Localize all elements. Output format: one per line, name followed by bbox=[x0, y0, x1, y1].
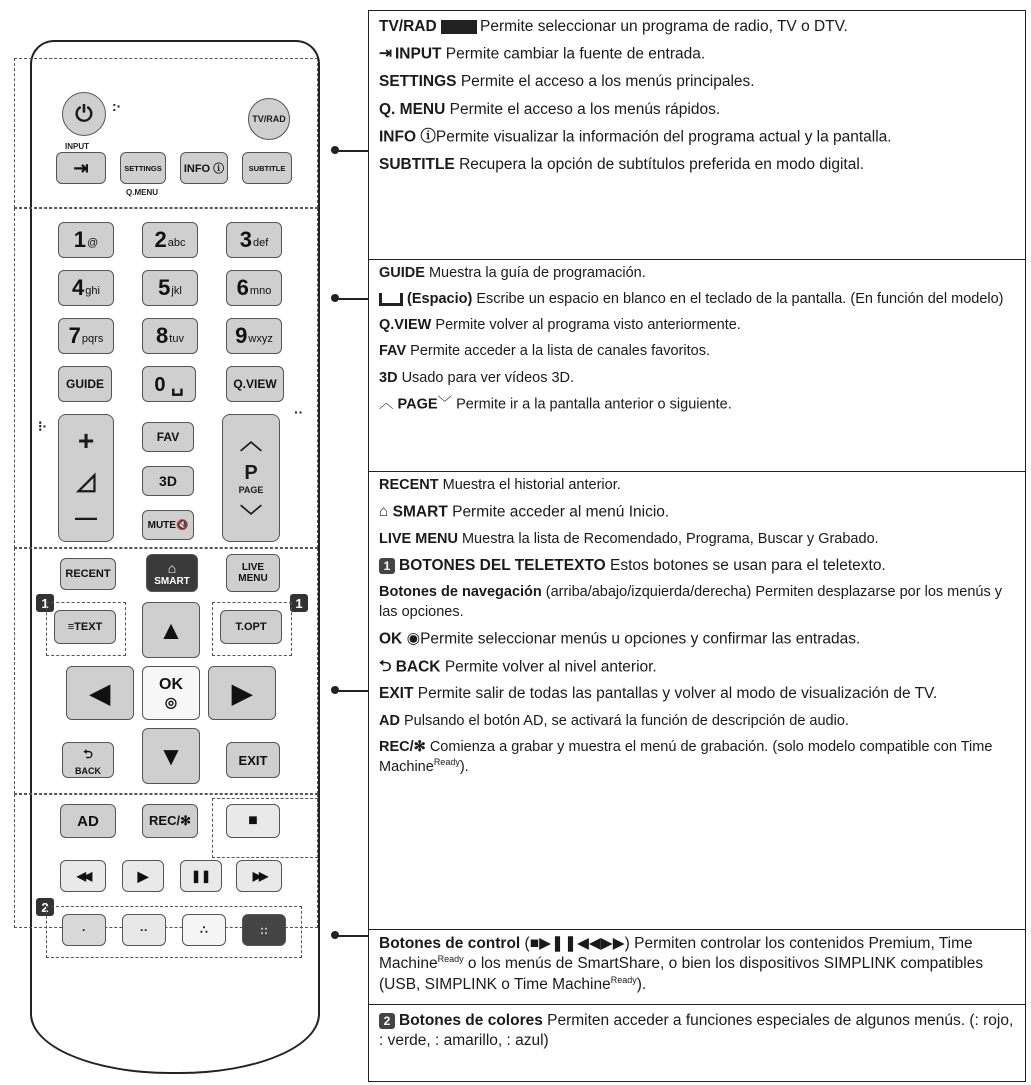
number-letters: tuv bbox=[169, 333, 184, 345]
rewind-button[interactable]: ◀◀ bbox=[60, 860, 106, 892]
nav-right-button[interactable]: ▶ bbox=[208, 666, 276, 720]
desc-tvrad: TV/RAD Permite seleccionar un programa de radio, TV o DTV. bbox=[379, 18, 848, 35]
color-buttons-badge: 2 bbox=[36, 898, 54, 916]
teletext-badge-right: 1 bbox=[290, 594, 308, 612]
page-up-icon: ︿ bbox=[239, 429, 262, 454]
color-red-label: : rojo, bbox=[974, 1011, 1014, 1029]
ok-button[interactable] bbox=[142, 666, 200, 720]
power-dots: :· bbox=[112, 98, 122, 114]
nav-up-button[interactable]: ▲ bbox=[142, 602, 200, 658]
volume-rocker[interactable] bbox=[58, 414, 114, 542]
desc-qmenu: Q. MENU Permite el acceso a los menús rápidos. bbox=[379, 100, 721, 118]
number-letters: wxyz bbox=[248, 333, 273, 345]
desc-guide: GUIDE Muestra la guía de programación. bbox=[379, 265, 646, 281]
space-icon bbox=[379, 293, 403, 306]
desc-settings: SETTINGS Permite el acceso a los menús principales. bbox=[379, 73, 755, 91]
back-label: BACK bbox=[75, 765, 101, 776]
color-green-label: : verde, bbox=[379, 1032, 431, 1050]
page-down-icon: ﹀ bbox=[239, 504, 262, 529]
connector-dot-1 bbox=[331, 146, 339, 154]
page-word-label: PAGE bbox=[238, 484, 264, 495]
number-letters: ghi bbox=[85, 285, 100, 297]
number-button-8[interactable] bbox=[142, 318, 198, 354]
input-button[interactable]: ⇥ bbox=[56, 152, 106, 184]
guide-button[interactable]: GUIDE bbox=[58, 366, 112, 402]
number-button-9[interactable] bbox=[226, 318, 282, 354]
badge-1-icon: 1 bbox=[379, 558, 395, 574]
description-panel bbox=[368, 10, 1026, 1082]
ok-wheel-icon: ◎ bbox=[164, 693, 178, 710]
qmenu-caption: Q.MENU bbox=[126, 188, 158, 197]
connector-dot-4 bbox=[331, 931, 339, 939]
number-digit: 7 bbox=[68, 323, 81, 348]
stop-button[interactable]: ■ bbox=[226, 804, 280, 838]
page-rocker[interactable] bbox=[222, 414, 280, 542]
desc-control-buttons: Botones de control (■▶❚❚◀◀▶▶) Permiten controlar los contenidos Premium, Time Machine$^{Ready}$ o los menús de SmartShare, o bien los dispositivos SIMPLINK compatibles (USB, SIMPLINK o Time Machine$^{Ready}$). bbox=[369, 934, 1025, 1005]
info-icon: ⓘ bbox=[420, 128, 436, 146]
pause-button[interactable]: ❚❚ bbox=[180, 860, 222, 892]
number-button-7[interactable] bbox=[58, 318, 114, 354]
color-button-3[interactable]: ∴ bbox=[182, 914, 226, 946]
desc-ok: OK ◉Permite seleccionar menús u opciones y confirmar las entradas. bbox=[379, 629, 1019, 650]
panel-section-numeric bbox=[369, 259, 1025, 471]
desc-space: (Espacio) Escribe un espacio en blanco en el teclado de la pantalla. (En función del modelo) bbox=[379, 290, 1019, 309]
desc-live-menu: LIVE MENU Muestra la lista de Recomendado, Programa, Buscar y Grabado. bbox=[379, 530, 879, 547]
color-button-2[interactable]: ·· bbox=[122, 914, 166, 946]
input-icon: ⇥ bbox=[379, 45, 392, 63]
home-icon: ⌂ bbox=[379, 503, 389, 521]
smart-button[interactable] bbox=[146, 554, 198, 592]
connector-section-3 bbox=[335, 690, 369, 692]
number-digit: 5 bbox=[158, 275, 171, 300]
number-digit: 8 bbox=[156, 323, 169, 348]
color-button-1[interactable]: · bbox=[62, 914, 106, 946]
tv-rad-icon bbox=[441, 20, 477, 34]
volume-up-icon: + bbox=[77, 425, 95, 456]
desc-teletext: 1 BOTONES DEL TELETEXTO Estos botones se usan para el teletexto. bbox=[379, 556, 1019, 576]
page-dots: ·· bbox=[294, 404, 304, 420]
number-digit: 6 bbox=[236, 275, 249, 300]
number-letters: @ bbox=[87, 237, 99, 249]
desc-subtitle: SUBTITLE Recupera la opción de subtítulos preferida en modo digital. bbox=[379, 155, 865, 173]
panel-section-control bbox=[369, 929, 1025, 1083]
fav-button[interactable]: FAV bbox=[142, 422, 194, 452]
ad-button[interactable]: AD bbox=[60, 804, 116, 838]
connector-dot-3 bbox=[331, 686, 339, 694]
smart-label: SMART bbox=[154, 575, 190, 587]
vol-dots: ⁝· bbox=[38, 418, 48, 434]
connector-section-4 bbox=[335, 935, 369, 937]
desc-3d: 3D Usado para ver vídeos 3D. bbox=[379, 369, 575, 386]
live-menu-button[interactable]: LIVE MENU bbox=[226, 554, 280, 592]
qview-button[interactable]: Q.VIEW bbox=[226, 366, 284, 402]
desc-info: INFO ⓘPermite visualizar la información del programa actual y la pantalla. bbox=[379, 127, 1019, 148]
desc-exit: EXIT Permite salir de todas las pantallas y volver al modo de visualización de TV. bbox=[379, 685, 938, 703]
exit-button[interactable]: EXIT bbox=[226, 742, 280, 778]
desc-fav: FAV Permite acceder a la lista de canales favoritos. bbox=[379, 343, 710, 360]
volume-down-icon: — bbox=[75, 505, 97, 530]
remote-control bbox=[30, 40, 320, 1074]
volume-icon: ◿ bbox=[76, 467, 96, 495]
number-digit: 2 bbox=[154, 227, 167, 252]
zero-button[interactable]: 0 ␣ bbox=[142, 366, 196, 402]
text-button[interactable]: ≡TEXT bbox=[54, 610, 116, 644]
desc-smart: ⌂ SMART Permite acceder al menú Inicio. bbox=[379, 502, 1019, 523]
desc-qview: Q.VIEW Permite volver al programa visto anteriormente. bbox=[379, 317, 741, 334]
back-arrow-icon: ⮌ bbox=[83, 746, 93, 761]
chevron-up-icon: ︿ bbox=[379, 395, 394, 412]
desc-navigation: Botones de navegación (arriba/abajo/izquierda/derecha) Permiten desplazarse por los menús y las opciones. bbox=[379, 584, 1002, 620]
nav-down-button[interactable]: ▼ bbox=[142, 728, 200, 784]
settings-button[interactable]: SETTINGS bbox=[120, 152, 166, 184]
color-blue-label: : azul) bbox=[502, 1032, 549, 1050]
connector-section-2 bbox=[335, 298, 369, 300]
chevron-down-icon: ﹀ bbox=[437, 395, 453, 412]
number-letters: mno bbox=[249, 285, 272, 297]
number-letters: def bbox=[252, 237, 269, 249]
tv-rad-button[interactable]: TV/RAD bbox=[248, 98, 290, 140]
color-yellow-label: : amarillo, bbox=[430, 1032, 503, 1050]
number-digit: 4 bbox=[72, 275, 85, 300]
number-letters: pqrs bbox=[81, 333, 104, 345]
desc-input: ⇥ INPUT Permite cambiar la fuente de entrada. bbox=[379, 44, 1019, 65]
number-letters: abc bbox=[167, 237, 186, 249]
back-button[interactable] bbox=[62, 742, 114, 778]
number-digit: 3 bbox=[239, 227, 252, 252]
nav-left-button[interactable]: ◀ bbox=[66, 666, 134, 720]
recent-button[interactable]: RECENT bbox=[60, 558, 116, 590]
badge-2-icon: 2 bbox=[379, 1013, 395, 1029]
desc-page: ︿ PAGE﹀ Permite ir a la pantalla anterior o siguiente. bbox=[379, 395, 732, 413]
ok-label: OK bbox=[159, 675, 183, 693]
connector-dot-2 bbox=[331, 294, 339, 302]
desc-back: ⮌ BACK Permite volver al nivel anterior. bbox=[379, 657, 1019, 678]
connector-section-1 bbox=[335, 150, 369, 152]
panel-section-navigation bbox=[369, 471, 1025, 929]
number-button-5[interactable] bbox=[142, 270, 198, 306]
number-button-6[interactable] bbox=[226, 270, 282, 306]
panel-section-top bbox=[369, 11, 1025, 259]
play-button[interactable]: ▶ bbox=[122, 860, 164, 892]
desc-color-buttons: 2 Botones de colores Permiten acceder a funciones especiales de algunos menús. (: rojo, : verde, : amarillo, : azul) bbox=[379, 1011, 1014, 1050]
fast-forward-button[interactable]: ▶▶ bbox=[236, 860, 282, 892]
topt-button[interactable]: T.OPT bbox=[220, 610, 282, 644]
desc-ad: AD Pulsando el botón AD, se activará la función de descripción de audio. bbox=[379, 712, 849, 729]
teletext-badge-left: 1 bbox=[36, 594, 54, 612]
number-digit: 9 bbox=[235, 323, 248, 348]
number-button-4[interactable] bbox=[58, 270, 114, 306]
page-label-group bbox=[239, 462, 264, 495]
home-icon: ⌂ bbox=[167, 559, 177, 576]
number-digit: 1 bbox=[73, 227, 87, 252]
number-letters: jkl bbox=[171, 285, 182, 297]
back-arrow-icon: ⮌ bbox=[379, 657, 392, 675]
number-button-2[interactable] bbox=[142, 222, 198, 258]
rec-button[interactable]: REC/✻ bbox=[142, 804, 198, 838]
3d-button[interactable]: 3D bbox=[142, 466, 194, 496]
page-p-label: P bbox=[244, 461, 258, 484]
desc-recent: RECENT Muestra el historial anterior. bbox=[379, 477, 621, 493]
number-button-1[interactable] bbox=[58, 222, 114, 258]
info-button[interactable]: INFO ⓘ bbox=[180, 152, 228, 184]
color-button-4[interactable]: :: bbox=[242, 914, 286, 946]
ok-wheel-icon: ◉ bbox=[406, 629, 421, 647]
mute-button[interactable]: MUTE🔇 bbox=[142, 510, 194, 540]
number-button-3[interactable] bbox=[226, 222, 282, 258]
subtitle-button[interactable]: SUBTITLE bbox=[242, 152, 292, 184]
input-caption: INPUT bbox=[65, 142, 89, 151]
desc-rec: REC/✻ Comienza a grabar y muestra el menú de grabación. (solo modelo compatible con Time Machine$^{Ready}$). bbox=[379, 738, 993, 775]
power-button[interactable]: ⏻ bbox=[62, 92, 106, 136]
